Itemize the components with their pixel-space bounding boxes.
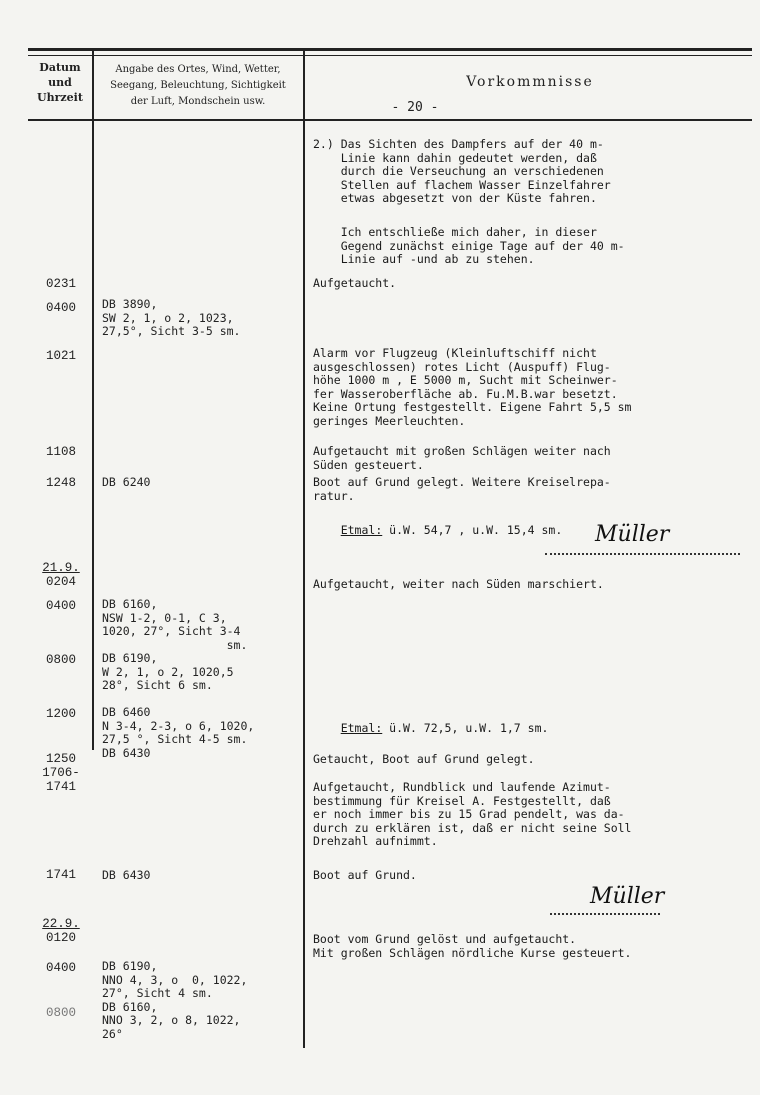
top-rule-thin [28,55,752,56]
time-0800-b: 0800 [45,1006,76,1020]
entry-decision: Ich entschließe mich daher, in dieser Gegend zunächst einige Tage auf der 40 m- Linie auf -und ab zu stehen. [340,225,625,267]
time-1021: 1021 [45,349,76,363]
time-1706: 1706- [42,766,80,780]
header-events: Vorkommnisse [466,74,594,90]
etmal-label-2: Etmal: [340,720,383,735]
date-22-9: 22.9. [42,917,80,931]
entry-azimuth: Aufgetaucht, Rundblick und laufende Azimut- bestimmung für Kreisel A. Festgestellt, daß er noch immer bis zu 15 Grad pendelt, was da- durch zu erklären ist, daß er nicht seine Soll Drehzahl aufnimmt. [313,780,632,849]
etmal-value-2: ü.W. 72,5, u.W. 1,7 sm. [382,720,549,735]
etmal-label-1: Etmal: [340,522,383,537]
time-1741: 1741 [45,780,76,794]
signature-line-2 [550,913,660,915]
header-date-label: Datum [39,61,81,74]
entry-surfaced-south: Aufgetaucht mit großen Schlägen weiter nach Süden gesteuert. [313,444,611,472]
time-0400: 0400 [45,301,76,315]
header-conditions-line1: Angabe des Ortes, Wind, Wetter, [115,64,281,75]
weather-entry-1: DB 3890, SW 2, 1, o 2, 1023, 27,5°, Sicht 3-5 sm. [102,297,241,338]
entry-etmal-2 [313,708,753,749]
header-conditions-line2: Seegang, Beleuchtung, Sichtigkeit [110,80,286,91]
column-rule-right [303,50,305,1048]
etmal-value-1: ü.W. 54,7 , u.W. 15,4 sm. [382,522,563,537]
time-0400-c: 0400 [45,961,76,975]
time-1250: 1250 [45,752,76,766]
header-time-label: Uhrzeit [37,91,83,104]
date-21-9: 21.9. [42,561,80,575]
time-1248: 1248 [45,476,76,490]
weather-entry-4: DB 6190, W 2, 1, o 2, 1020,5 28°, Sicht 6 sm. [102,651,234,692]
header-conditions-line3: der Luft, Mondschein usw. [130,96,266,107]
signature-2: Müller [590,884,665,909]
time-1200: 1200 [45,707,76,721]
weather-entry-3: DB 6160, NSW 1-2, 0-1, C 3, 1020, 27°, Sicht 3-4 sm. [102,597,248,652]
entry-aircraft-alarm: Alarm vor Flugzeug (Kleinluftschiff nicht ausgeschlossen) rotes Licht (Auspuff) Flug- höhe 1000 m , E 5000 m, Sucht mit Scheinwer- fer Wasseroberfläche ab. Fu.M.B.war besetzt. Keine Ortung festgestellt. Eigene Fahrt 5,5 sm geringes Meerleuchten. [313,346,632,428]
time-1741-b: 1741 [45,868,76,882]
signature-line-1 [545,553,740,555]
time-0204: 0204 [45,575,76,589]
entry-march-south: Aufgetaucht, weiter nach Süden marschiert. [313,577,604,591]
weather-entry-5: DB 6460 N 3-4, 2-3, o 6, 1020, 27,5 °, Sicht 4-5 sm. DB 6430 [102,705,255,760]
signature-1: Müller [595,522,670,547]
entry-surfaced-north: Boot vom Grund gelöst und aufgetaucht. Mit großen Schlägen nördliche Kurse gesteuert. [313,932,632,960]
time-0400-b: 0400 [45,599,76,613]
weather-entry-7: DB 6190, NNO 4, 3, o 0, 1022, 27°, Sicht 4 sm. DB 6160, NNO 3, 2, o 8, 1022, 26° [102,959,248,1041]
entry-dived: Getaucht, Boot auf Grund gelegt. [313,752,535,766]
top-rule [28,48,752,51]
column-rule-left [92,50,94,750]
entry-on-bottom: Boot auf Grund. [313,868,417,882]
entry-surfaced: Aufgetaucht. [313,276,397,290]
weather-entry-2: DB 6240 [102,475,151,489]
entry-observation: 2.) Das Sichten des Dampfers auf der 40 m- Linie kann dahin gedeutet werden, daß durch die Verseuchung an verschiedenen Stellen auf flachem Wasser Einzelfahrer etwas abgesetzt von der Küste fahren. [313,137,611,206]
weather-entry-6: DB 6430 [102,868,151,882]
time-0800: 0800 [45,653,76,667]
time-0120: 0120 [45,931,76,945]
time-0231: 0231 [45,277,76,291]
page-number: - 20 - [391,100,439,115]
header-date-time [30,60,90,105]
time-1108: 1108 [45,445,76,459]
entry-etmal-1 [313,510,753,551]
entry-bottomed: Boot auf Grund gelegt. Weitere Kreiselrepa- ratur. [313,475,611,503]
header-and-label: und [48,76,72,89]
header-rule [28,119,752,121]
header-conditions [95,62,301,110]
